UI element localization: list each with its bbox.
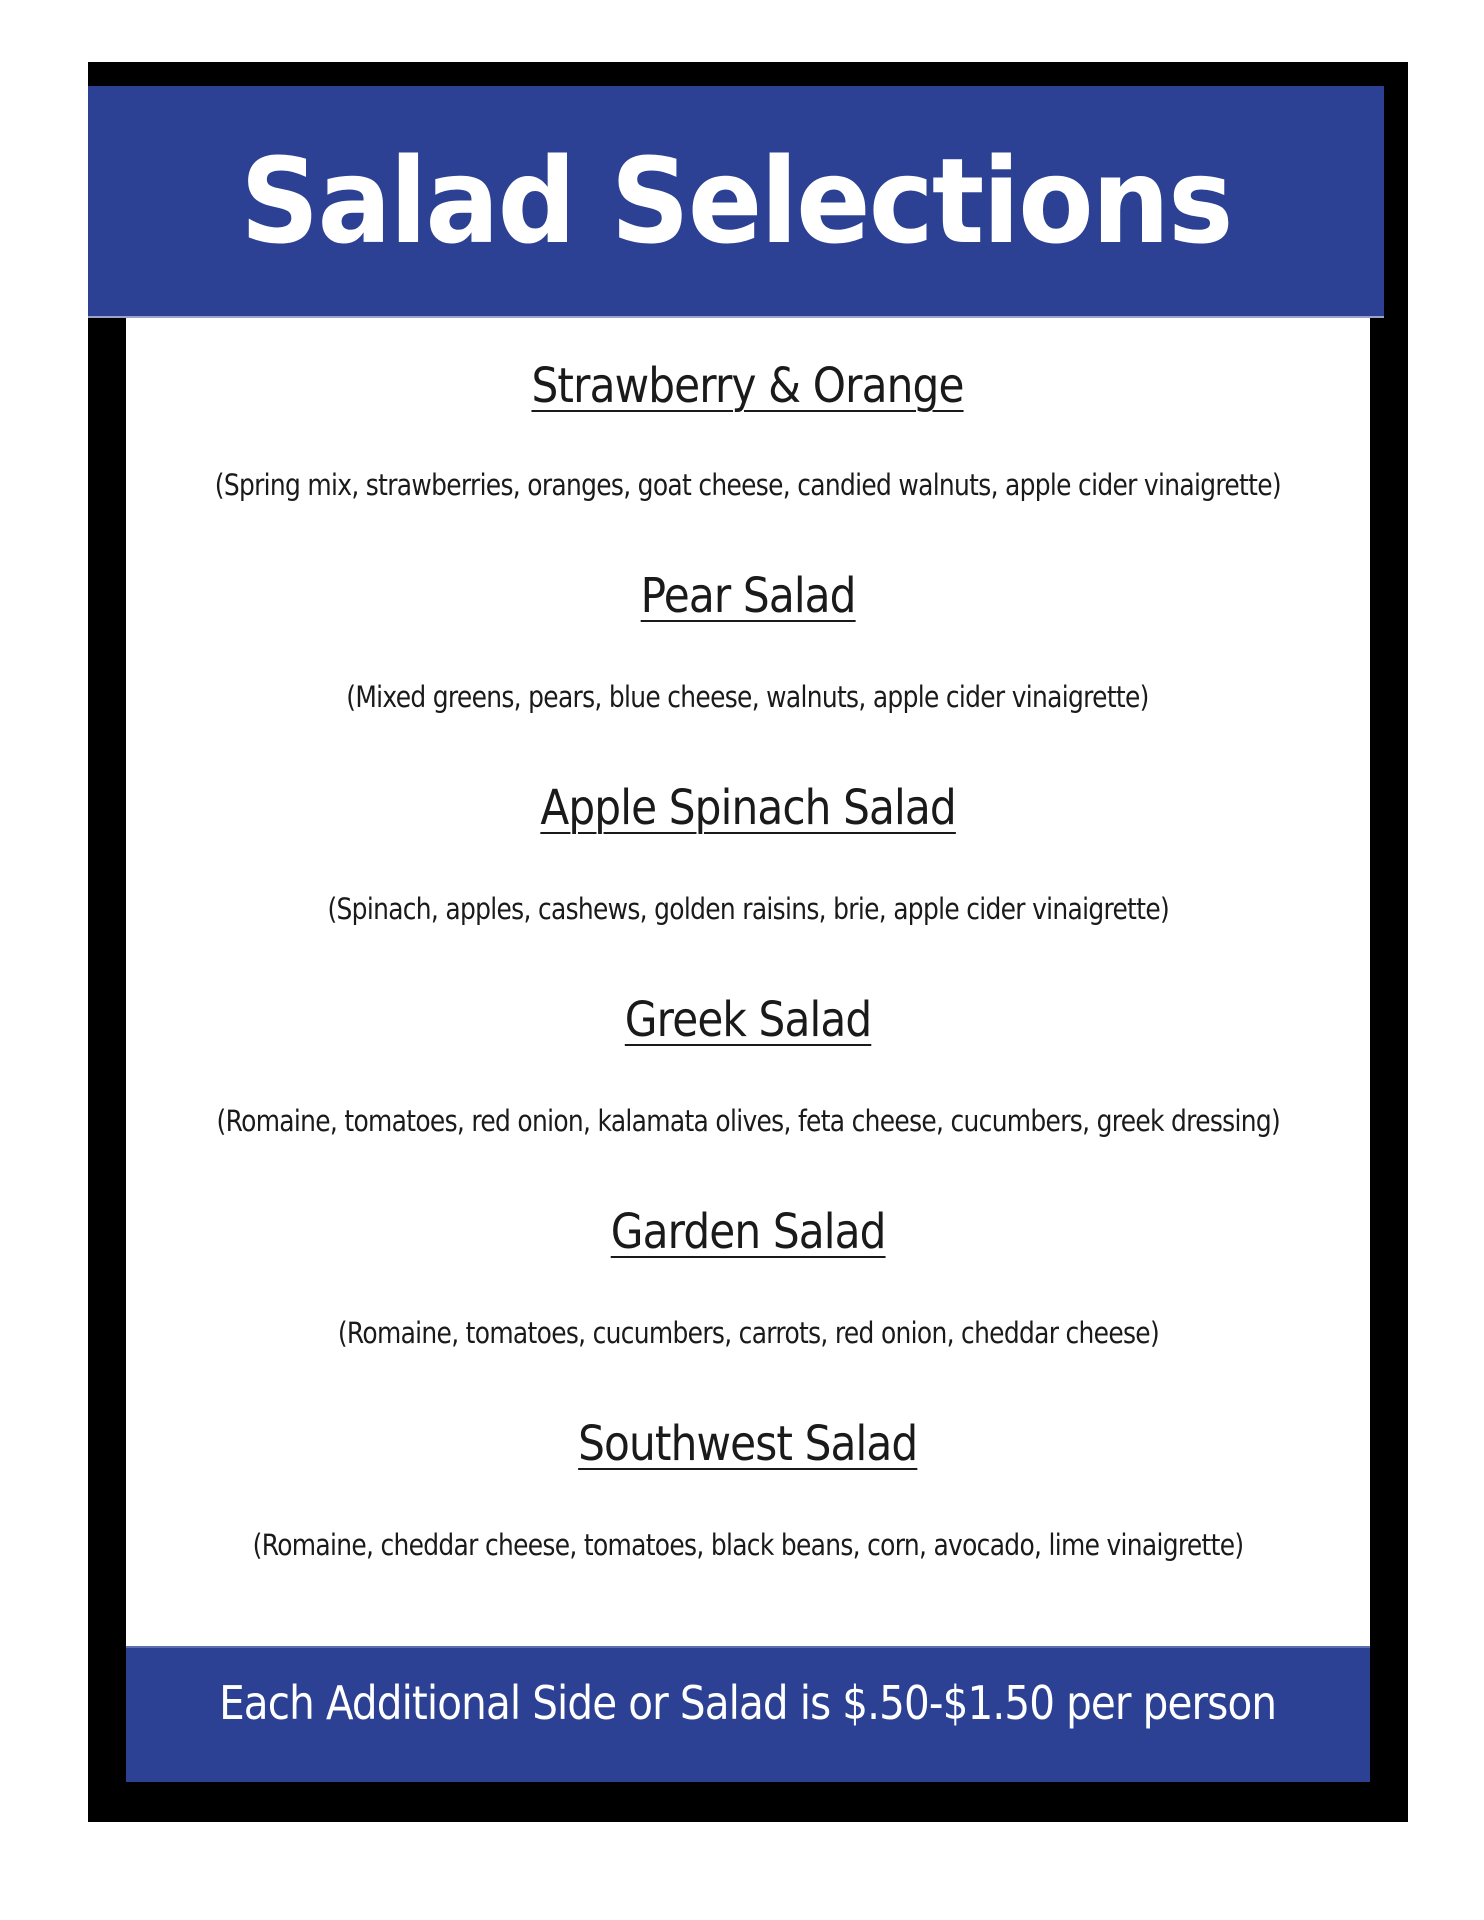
menu-item-apple-spinach-salad: [126, 780, 1370, 836]
menu-item-name: Pear Salad: [640, 568, 856, 624]
menu-item-description: (Romaine, tomatoes, red onion, kalamata olives, feta cheese, cucumbers, greek dressing): [216, 1104, 1280, 1138]
menu-item-name: Garden Salad: [610, 1204, 886, 1260]
menu-item-name: Apple Spinach Salad: [540, 780, 956, 836]
menu-item-description: (Spinach, apples, cashews, golden raisins, brie, apple cider vinaigrette): [327, 892, 1169, 926]
pricing-note: Each Additional Side or Salad is $.50-$1.50 per person: [219, 1676, 1277, 1730]
menu-item-description: (Mixed greens, pears, blue cheese, walnuts, apple cider vinaigrette): [346, 680, 1150, 714]
menu-item-greek-salad: [126, 992, 1370, 1048]
footer-banner: [126, 1646, 1370, 1782]
menu-item-description: (Romaine, cheddar cheese, tomatoes, black beans, corn, avocado, lime vinaigrette): [252, 1528, 1244, 1562]
page-title: Salad Selections: [240, 132, 1232, 270]
menu-item-name: Southwest Salad: [578, 1416, 918, 1472]
menu-item-garden-salad: [126, 1204, 1370, 1260]
menu-item-name: Strawberry & Orange: [531, 358, 965, 414]
menu-item-description: (Spring mix, strawberries, oranges, goat cheese, candied walnuts, apple cider vinaigrette): [214, 468, 1282, 502]
menu-content: [126, 318, 1370, 1646]
menu-item-name: Greek Salad: [624, 992, 872, 1048]
menu-item-strawberry-orange: [126, 358, 1370, 414]
menu-item-description: (Romaine, tomatoes, cucumbers, carrots, red onion, cheddar cheese): [337, 1316, 1159, 1350]
menu-item-southwest-salad: [126, 1416, 1370, 1472]
menu-item-pear-salad: [126, 568, 1370, 624]
title-banner: [88, 86, 1384, 318]
